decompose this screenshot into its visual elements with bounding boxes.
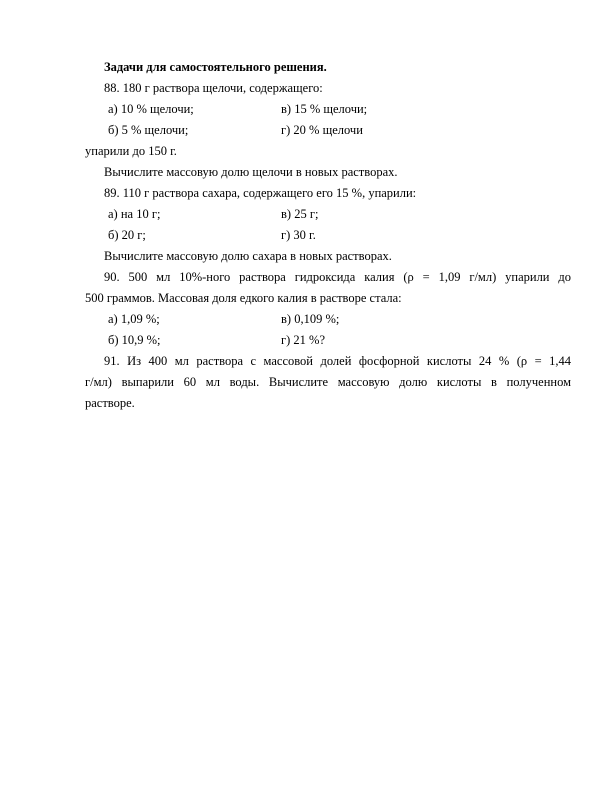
problem-89 (85, 183, 571, 267)
problem-88-continuation: упарили до 150 г. (85, 144, 177, 158)
problem-88 (85, 78, 571, 183)
problem-88-question: Вычислите массовую долю щелочи в новых растворах. (104, 165, 398, 179)
section-heading: Задачи для самостоятельного решения. (104, 60, 327, 74)
problem-91-line-1: 91. Из 400 мл раствора с массовой долей фосфорной кислоты 24 % (ρ = 1,44 (104, 354, 571, 368)
problem-89-option-v: в) 25 г; (281, 207, 319, 221)
problem-91 (85, 351, 571, 414)
problem-88-options-row-2 (85, 120, 571, 141)
problem-90-line-1: 90. 500 мл 10%-ного раствора гидроксида калия (ρ = 1,09 г/мл) упарили до (104, 270, 571, 284)
problem-89-option-b: б) 20 г; (108, 228, 146, 242)
problem-88-intro: 88. 180 г раствора щелочи, содержащего: (104, 81, 323, 95)
problem-90-option-b: б) 10,9 %; (108, 333, 161, 347)
problem-90 (85, 267, 571, 351)
problem-88-option-v: в) 15 % щелочи; (281, 102, 368, 116)
problem-89-options-row-2 (85, 225, 571, 246)
problem-89-question: Вычислите массовую долю сахара в новых растворах. (104, 249, 392, 263)
problem-88-options-row-1 (85, 99, 571, 120)
problem-88-option-g: г) 20 % щелочи (281, 123, 363, 137)
document-page (85, 57, 571, 414)
problem-89-option-a: а) на 10 г; (108, 207, 161, 221)
problem-88-option-a: а) 10 % щелочи; (108, 102, 194, 116)
problem-89-options-row-1 (85, 204, 571, 225)
problem-89-intro: 89. 110 г раствора сахара, содержащего его 15 %, упарили: (104, 186, 417, 200)
problem-90-option-g: г) 21 %? (281, 333, 326, 347)
problem-90-option-a: а) 1,09 %; (108, 312, 160, 326)
problem-90-options-row-2 (85, 330, 571, 351)
problem-90-options-row-1 (85, 309, 571, 330)
problem-91-line-3: растворе. (85, 396, 135, 410)
problem-88-option-b: б) 5 % щелочи; (108, 123, 189, 137)
problem-89-option-g: г) 30 г. (281, 228, 316, 242)
problem-91-line-2: г/мл) выпарили 60 мл воды. Вычислите массовую долю кислоты в полученном (85, 375, 571, 389)
problem-90-line-2: 500 граммов. Массовая доля едкого калия в растворе стала: (85, 291, 402, 305)
problem-90-option-v: в) 0,109 %; (281, 312, 340, 326)
